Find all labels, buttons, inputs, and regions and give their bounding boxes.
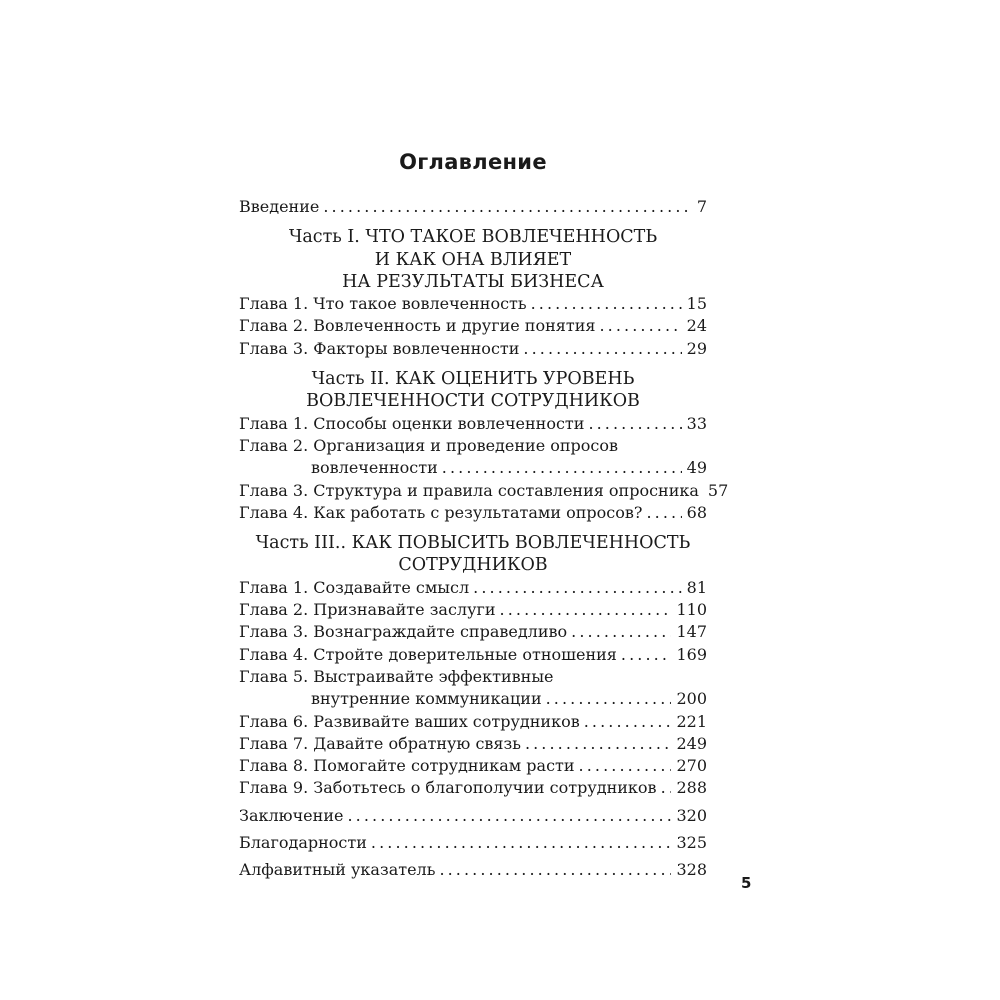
dot-leader — [546, 688, 672, 710]
toc-entry-page: 29 — [686, 338, 707, 358]
dot-leader — [523, 338, 681, 360]
toc-entry-page: 33 — [686, 413, 707, 433]
part1-heading-line: И КАК ОНА ВЛИЯЕТ — [374, 249, 572, 270]
dot-leader — [588, 413, 681, 435]
toc-entry-label: Глава 5. Выстраивайте эффективные — [239, 666, 554, 686]
toc-entry-page: 249 — [676, 733, 707, 753]
toc-block — [239, 0, 729, 882]
toc-entry — [239, 666, 707, 688]
toc-entry-label: Глава 1. Создавайте смысл — [239, 577, 470, 597]
toc-entry — [239, 413, 707, 435]
dot-leader — [621, 644, 672, 666]
dot-leader — [646, 502, 681, 524]
toc-entry-label: Глава 4. Как работать с результатами опросов? — [239, 502, 643, 522]
toc-entry-conclusion — [239, 805, 707, 827]
toc-entry-label: Глава 3. Факторы вовлеченности — [239, 338, 520, 358]
toc-entry-page: 169 — [676, 644, 707, 664]
toc-entry-page: 200 — [676, 689, 707, 709]
part1-heading — [239, 226, 707, 293]
toc-entry-label: Алфавитный указатель — [239, 860, 436, 880]
toc-entry-introduction — [239, 196, 707, 218]
toc-entry — [239, 755, 707, 777]
toc-entry — [239, 435, 707, 457]
toc-entry — [239, 315, 707, 337]
toc-entry-page: 7 — [696, 197, 707, 216]
toc-entry — [239, 502, 707, 524]
toc-entry-label: Глава 2. Организация и проведение опросов — [239, 435, 619, 455]
toc-entry-label: Глава 9. Заботьтесь о благополучии сотрудников — [239, 778, 657, 798]
part2-heading — [239, 368, 707, 413]
page-title: Оглавление — [399, 150, 547, 174]
toc-entry — [239, 577, 707, 599]
toc-entry-page: 221 — [676, 711, 707, 731]
dot-leader — [579, 755, 672, 777]
dot-leader — [661, 777, 672, 799]
toc-entry-page: 49 — [686, 458, 707, 478]
part3-heading — [239, 532, 707, 577]
part2-heading-line: ВОВЛЕЧЕННОСТИ СОТРУДНИКОВ — [306, 391, 640, 412]
toc-entry — [239, 644, 707, 666]
toc-entry-label: Глава 7. Давайте обратную связь — [239, 733, 521, 753]
toc-entry-acknowledgements — [239, 832, 707, 854]
part3-heading-line: СОТРУДНИКОВ — [398, 555, 548, 576]
toc-entry-continuation — [239, 457, 707, 479]
dot-leader — [571, 621, 671, 643]
toc-entry-label: Глава 4. Стройте доверительные отношения — [239, 644, 617, 664]
toc-entry — [239, 599, 707, 621]
toc-entry — [239, 480, 729, 502]
toc-entry — [239, 711, 707, 733]
toc-entry-page: 288 — [676, 778, 707, 798]
toc-entry — [239, 293, 707, 315]
toc-entry-page: 325 — [676, 833, 707, 853]
toc-entry-page: 81 — [686, 577, 707, 597]
toc-entry-page: 57 — [707, 480, 729, 500]
toc-entry — [239, 733, 707, 755]
toc-entry-page: 147 — [676, 622, 707, 642]
toc-entry-label: Глава 2. Признавайте заслуги — [239, 600, 496, 620]
toc-entry-label: Глава 1. Что такое вовлеченность — [239, 294, 527, 314]
toc-entry-label: Глава 1. Способы оценки вовлеченности — [239, 413, 585, 433]
part1-heading-line: Часть I. ЧТО ТАКОЕ ВОВЛЕЧЕННОСТЬ — [288, 227, 658, 248]
toc-entry-page: 68 — [686, 502, 707, 522]
toc-entry-label: внутренние коммуникации — [311, 689, 542, 709]
dot-leader — [442, 457, 682, 479]
toc-entry-page: 24 — [686, 316, 707, 336]
dot-leader — [323, 196, 691, 218]
toc-entry — [239, 338, 707, 360]
part2-heading-line: Часть II. КАК ОЦЕНИТЬ УРОВЕНЬ — [311, 369, 635, 390]
part1-heading-line: НА РЕЗУЛЬТАТЫ БИЗНЕСА — [342, 271, 604, 292]
toc-entry-index — [239, 859, 707, 881]
toc-entry-page: 15 — [686, 294, 707, 314]
toc-entry-label: Глава 3. Структура и правила составления опросника — [239, 480, 699, 500]
toc-entry-label: Глава 3. Вознаграждайте справедливо — [239, 622, 568, 642]
toc-entry-page: 270 — [676, 756, 707, 776]
toc-entry-label: Благодарности — [239, 833, 367, 853]
toc-entry-label: Заключение — [239, 805, 344, 825]
toc-entry-label: Глава 6. Развивайте ваших сотрудников — [239, 711, 580, 731]
toc-entry-label: вовлеченности — [311, 458, 438, 478]
toc-entry-page: 328 — [676, 860, 707, 880]
toc-entry-label: Введение — [239, 197, 320, 216]
dot-leader — [347, 805, 671, 827]
dot-leader — [371, 832, 672, 854]
toc-entry-page: 320 — [676, 805, 707, 825]
toc-entry-continuation — [239, 688, 707, 710]
dot-leader — [531, 293, 682, 315]
dot-leader — [599, 315, 681, 337]
toc-entry-label: Глава 8. Помогайте сотрудникам расти — [239, 756, 575, 776]
dot-leader — [584, 711, 672, 733]
dot-leader — [439, 859, 671, 881]
footer-page-number: 5 — [741, 874, 752, 892]
toc-entry — [239, 621, 707, 643]
toc-entry-page: 110 — [676, 600, 707, 620]
dot-leader — [473, 577, 681, 599]
dot-leader — [500, 599, 672, 621]
toc-entry-label: Глава 2. Вовлеченность и другие понятия — [239, 316, 596, 336]
toc-entry — [239, 777, 707, 799]
part3-heading-line: Часть III.. КАК ПОВЫСИТЬ ВОВЛЕЧЕННОСТЬ — [255, 533, 691, 554]
dot-leader — [525, 733, 672, 755]
